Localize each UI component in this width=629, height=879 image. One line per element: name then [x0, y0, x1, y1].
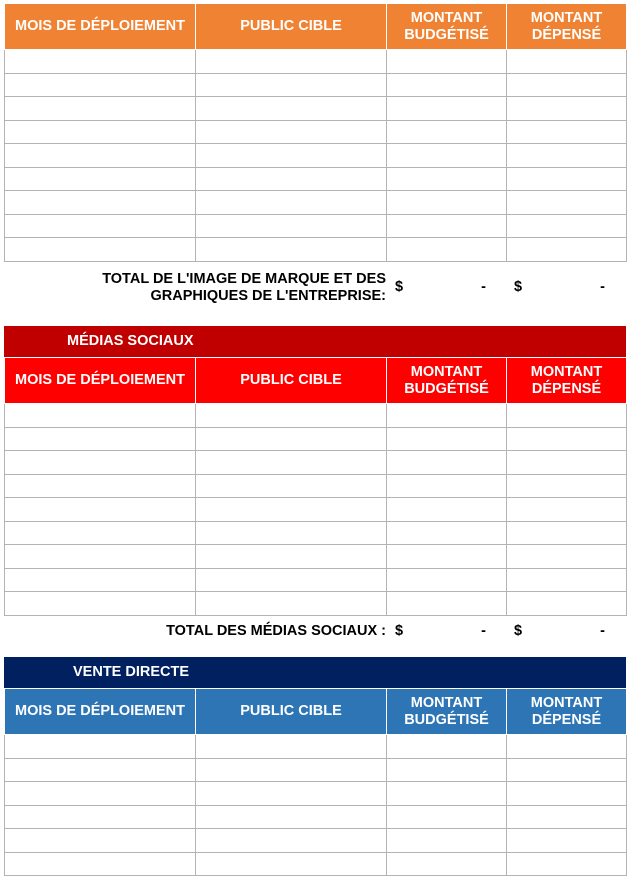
col-audience-header: PUBLIC CIBLE	[196, 689, 387, 735]
table-row	[5, 214, 627, 238]
month-cell[interactable]	[5, 735, 196, 759]
spent-cell[interactable]	[507, 404, 627, 428]
social-table	[4, 357, 627, 616]
spent-cell[interactable]	[507, 73, 627, 97]
direct-table	[4, 688, 627, 876]
direct-section	[4, 657, 626, 876]
month-cell[interactable]	[5, 214, 196, 238]
social-total-label: TOTAL DES MÉDIAS SOCIAUX :	[166, 623, 386, 639]
branding-table	[4, 3, 627, 262]
table-row	[5, 829, 627, 853]
spent-cell[interactable]	[507, 498, 627, 522]
spent-cell[interactable]	[507, 144, 627, 168]
audience-cell[interactable]	[196, 167, 387, 191]
month-cell[interactable]	[5, 592, 196, 616]
table-row	[5, 50, 627, 74]
audience-cell[interactable]	[196, 191, 387, 215]
budget-cell[interactable]	[387, 120, 507, 144]
budget-cell[interactable]	[387, 545, 507, 569]
budget-cell[interactable]	[387, 404, 507, 428]
month-cell[interactable]	[5, 829, 196, 853]
month-cell[interactable]	[5, 521, 196, 545]
table-row	[5, 427, 627, 451]
spent-cell[interactable]	[507, 782, 627, 806]
spent-cell[interactable]	[507, 238, 627, 262]
spent-cell[interactable]	[507, 829, 627, 853]
month-cell[interactable]	[5, 568, 196, 592]
month-cell[interactable]	[5, 167, 196, 191]
audience-cell[interactable]	[196, 451, 387, 475]
table-row	[5, 167, 627, 191]
col-audience-header: PUBLIC CIBLE	[196, 358, 387, 404]
budget-cell[interactable]	[387, 805, 507, 829]
audience-cell[interactable]	[196, 427, 387, 451]
branding-budget-currency: $	[395, 279, 404, 295]
branding-budget-total[interactable]: -	[481, 279, 486, 295]
budget-cell[interactable]	[387, 568, 507, 592]
month-cell[interactable]	[5, 805, 196, 829]
budget-cell[interactable]	[387, 50, 507, 74]
budget-cell[interactable]	[387, 167, 507, 191]
budget-cell[interactable]	[387, 521, 507, 545]
table-row	[5, 238, 627, 262]
table-row	[5, 120, 627, 144]
table-row	[5, 782, 627, 806]
spent-cell[interactable]	[507, 50, 627, 74]
audience-cell[interactable]	[196, 568, 387, 592]
spent-cell[interactable]	[507, 474, 627, 498]
month-cell[interactable]	[5, 144, 196, 168]
month-cell[interactable]	[5, 852, 196, 876]
spent-cell[interactable]	[507, 191, 627, 215]
month-cell[interactable]	[5, 474, 196, 498]
social-spent-currency: $	[514, 623, 523, 639]
audience-cell[interactable]	[196, 521, 387, 545]
month-cell[interactable]	[5, 50, 196, 74]
audience-cell[interactable]	[196, 474, 387, 498]
audience-cell[interactable]	[196, 852, 387, 876]
audience-cell[interactable]	[196, 97, 387, 121]
col-budget-header: MONTANT BUDGÉTISÉ	[387, 358, 507, 404]
budget-cell[interactable]	[387, 73, 507, 97]
table-row	[5, 451, 627, 475]
budget-cell[interactable]	[387, 451, 507, 475]
table-row	[5, 735, 627, 759]
table-row	[5, 144, 627, 168]
budget-cell[interactable]	[387, 782, 507, 806]
audience-cell[interactable]	[196, 214, 387, 238]
spent-cell[interactable]	[507, 451, 627, 475]
spent-cell[interactable]	[507, 805, 627, 829]
month-cell[interactable]	[5, 545, 196, 569]
direct-banner: VENTE DIRECTE	[4, 657, 626, 688]
budget-cell[interactable]	[387, 191, 507, 215]
budget-cell[interactable]	[387, 214, 507, 238]
table-row	[5, 404, 627, 428]
branding-spent-currency: $	[514, 279, 523, 295]
col-budget-header: MONTANT BUDGÉTISÉ	[387, 689, 507, 735]
col-audience-header: PUBLIC CIBLE	[196, 4, 387, 50]
col-spent-header: MONTANT DÉPENSÉ	[507, 4, 627, 50]
month-cell[interactable]	[5, 498, 196, 522]
col-month-header: MOIS DE DÉPLOIEMENT	[5, 689, 196, 735]
budget-cell[interactable]	[387, 498, 507, 522]
audience-cell[interactable]	[196, 50, 387, 74]
budget-cell[interactable]	[387, 592, 507, 616]
audience-cell[interactable]	[196, 782, 387, 806]
budget-cell[interactable]	[387, 829, 507, 853]
month-cell[interactable]	[5, 97, 196, 121]
col-month-header: MOIS DE DÉPLOIEMENT	[5, 4, 196, 50]
spent-cell[interactable]	[507, 521, 627, 545]
audience-cell[interactable]	[196, 735, 387, 759]
table-row	[5, 568, 627, 592]
audience-cell[interactable]	[196, 144, 387, 168]
budget-cell[interactable]	[387, 238, 507, 262]
audience-cell[interactable]	[196, 829, 387, 853]
audience-cell[interactable]	[196, 545, 387, 569]
social-banner: MÉDIAS SOCIAUX	[4, 326, 626, 357]
budget-cell[interactable]	[387, 852, 507, 876]
month-cell[interactable]	[5, 404, 196, 428]
budget-cell[interactable]	[387, 97, 507, 121]
direct-header-row	[5, 689, 627, 735]
table-row	[5, 545, 627, 569]
spent-cell[interactable]	[507, 592, 627, 616]
month-cell[interactable]	[5, 451, 196, 475]
audience-cell[interactable]	[196, 758, 387, 782]
table-row	[5, 498, 627, 522]
spent-cell[interactable]	[507, 568, 627, 592]
table-row	[5, 521, 627, 545]
audience-cell[interactable]	[196, 805, 387, 829]
branding-spent-total[interactable]: -	[600, 279, 605, 295]
audience-cell[interactable]	[196, 238, 387, 262]
table-row	[5, 191, 627, 215]
audience-cell[interactable]	[196, 120, 387, 144]
branding-header-row	[5, 4, 627, 50]
col-spent-header: MONTANT DÉPENSÉ	[507, 689, 627, 735]
branding-section	[4, 3, 626, 262]
spent-cell[interactable]	[507, 852, 627, 876]
spent-cell[interactable]	[507, 545, 627, 569]
month-cell[interactable]	[5, 120, 196, 144]
table-row	[5, 73, 627, 97]
table-row	[5, 852, 627, 876]
spent-cell[interactable]	[507, 120, 627, 144]
social-budget-currency: $	[395, 623, 404, 639]
budget-cell[interactable]	[387, 427, 507, 451]
table-row	[5, 474, 627, 498]
spent-cell[interactable]	[507, 97, 627, 121]
budget-cell[interactable]	[387, 144, 507, 168]
budget-cell[interactable]	[387, 735, 507, 759]
social-header-row	[5, 358, 627, 404]
table-row	[5, 805, 627, 829]
budget-cell[interactable]	[387, 758, 507, 782]
month-cell[interactable]	[5, 427, 196, 451]
social-section	[4, 326, 626, 616]
audience-cell[interactable]	[196, 73, 387, 97]
month-cell[interactable]	[5, 758, 196, 782]
col-spent-header: MONTANT DÉPENSÉ	[507, 358, 627, 404]
audience-cell[interactable]	[196, 592, 387, 616]
spent-cell[interactable]	[507, 427, 627, 451]
col-budget-header: MONTANT BUDGÉTISÉ	[387, 4, 507, 50]
spent-cell[interactable]	[507, 735, 627, 759]
social-budget-total[interactable]: -	[481, 623, 486, 639]
branding-total	[4, 271, 626, 311]
spent-cell[interactable]	[507, 214, 627, 238]
spent-cell[interactable]	[507, 167, 627, 191]
month-cell[interactable]	[5, 191, 196, 215]
budget-cell[interactable]	[387, 474, 507, 498]
month-cell[interactable]	[5, 238, 196, 262]
month-cell[interactable]	[5, 782, 196, 806]
month-cell[interactable]	[5, 73, 196, 97]
social-spent-total[interactable]: -	[600, 623, 605, 639]
audience-cell[interactable]	[196, 498, 387, 522]
table-row	[5, 97, 627, 121]
table-row	[5, 592, 627, 616]
table-row	[5, 758, 627, 782]
social-total	[4, 623, 626, 643]
col-month-header: MOIS DE DÉPLOIEMENT	[5, 358, 196, 404]
branding-total-label: TOTAL DE L'IMAGE DE MARQUE ET DES GRAPHIQUES DE L'ENTREPRISE:	[102, 271, 386, 304]
spent-cell[interactable]	[507, 758, 627, 782]
audience-cell[interactable]	[196, 404, 387, 428]
